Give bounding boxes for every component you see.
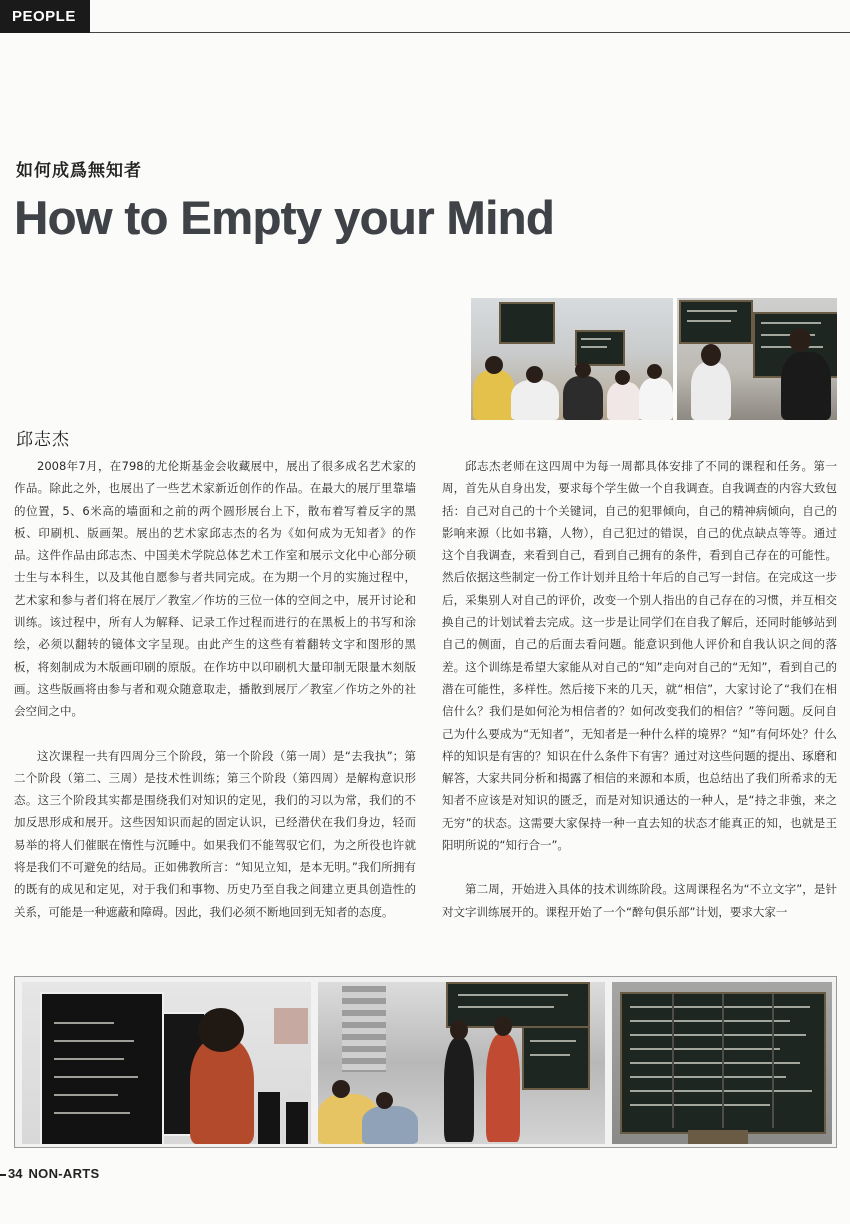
- page-number: 34: [8, 1166, 23, 1181]
- page-folio: [0, 1166, 99, 1181]
- body-paragraph: 邱志杰老师在这四周中为每一周都具体安排了不同的课程和任务。第一周，首先从自身出发，要求每个学生做一个自我调查。自我调查的内容大致包括：自己对自己的十个关键词，自己的犯罪倾向，自己的精神病倾向，自己的影响来源（比如书籍，人物），自己犯过的错误，自己的优点缺点等等。通过这个自我调查，来看到自己，看到自己拥有的条件，看到自己存在的可能性。然后依据这些制定一份工作计划并且给十年后的自己写一封信。在完成这一步后，采集别人对自己的评价，改变一个别人指出的自己存在的习惯，并互相交换自己的计划试着去完成。这一步是让同学们在自我了解后，还同时能够站到自己的侧面，自己的后面去看问题。能意识到他人评价和自我认识之间的落差。这个训练是希望大家能从对自己的“知”走向对自己的“无知”，看到自己的潜在可能性，多样性。然后接下来的几天，就“相信”，大家讨论了“我们在相信什么？我们是如何沦为相信者的？如何改变我们的相信？”等问题。反问自己为什么要成为“无知者”，无知者是一种什么样的境界？“知”有何坏处？什么样的知识是有害的？知识在什么条件下有害？通过对这些问题的提出、琢磨和解答，大家共同分析和揭露了相信的来源和本质，也总结出了我们所希求的无知者不应该是对知识的匮乏，而是对知识通达的一种人，是“持之非強，来之无穷”的状态。这需要大家保持一种一直去知的状态才能真正的知，也就是王阳明所说的“知行合一”。: [442, 459, 837, 853]
- article-title-chinese: 如何成爲無知者: [16, 161, 142, 181]
- article-title-english: How to Empty your Mind: [14, 191, 554, 244]
- workshop-photo-chalkboard-wall: [612, 982, 832, 1144]
- article-author: 邱志杰: [16, 430, 70, 450]
- workshop-photo-discussion: [677, 298, 837, 420]
- workshop-photo-chalk-writing: [22, 982, 311, 1144]
- workshop-photo-exhibition-hall: [318, 982, 605, 1144]
- folio-dash: [0, 1174, 6, 1176]
- body-paragraph: 2008年7月，在798的尤伦斯基金会收藏展中，展出了很多成名艺术家的作品。除此之外，也展出了一些艺术家新近创作的作品。在最大的展厅里靠墙的位置，5、6米高的墙面和之前的两个圆形展台上下，散布着写着反字的黑板、印刷机、版画架。展出的艺术家邱志杰的名为《如何成为无知者》的作品。这件作品由邱志杰、中国美术学院总体艺术工作室和展示文化中心部分硕士生与本科生，以及其他自愿参与者共同完成。在为期一个月的实施过程中，艺术家和参与者们将在展厅／教室／作坊的三位一体的空间之中，展开讨论和训练。该过程中，所有人为解释、记录工作过程而进行的在黑板上的书写和涂绘，必须以翻转的镜体文字呈现。由此产生的这些有着翻转文字和图形的黑板，将刻制成为木版画印刷的原版。在作坊中以印刷机大量印制无限量木刻版画。这些版画将由参与者和观众随意取走，播散到展厅／教室／作坊之外的社会空间之中。: [14, 459, 416, 719]
- workshop-photo-classroom: [471, 298, 673, 420]
- body-column-left: [14, 455, 416, 923]
- header-rule: [90, 32, 850, 33]
- body-column-right: [442, 455, 837, 923]
- section-tag: PEOPLE: [0, 0, 90, 33]
- magazine-name: NON-ARTS: [28, 1166, 100, 1181]
- body-paragraph: 这次课程一共有四周分三个阶段，第一个阶段（第一周）是“去我执”；第二个阶段（第二、三周）是技术性训练；第三个阶段（第四周）是解构意识形态。这三个阶段其实都是围绕我们对知识的定见，我们的习以为常，我们的不加反思形成和展开。这些因知识而起的固定认识，已经潜伏在我们身边，轻而易举的将人们催眠在惰性与沉睡中。如果我们不能驾驭它们，为之所役也许就将是我们不可避免的结局。正如佛教所言：“知见立知，是本无明。”我们所拥有的既有的成见和定见，对于我们和事物、历史乃至自我之间建立更具创造性的关系，可能是一种遮蔽和障碍。因此，我们必须不断地回到无知者的态度。: [14, 748, 416, 919]
- body-paragraph: 第二周，开始进入具体的技术训练阶段。这周课程名为“不立文字”，是针对文字训练展开的。课程开始了一个“醉句俱乐部”计划，要求大家一: [442, 882, 837, 919]
